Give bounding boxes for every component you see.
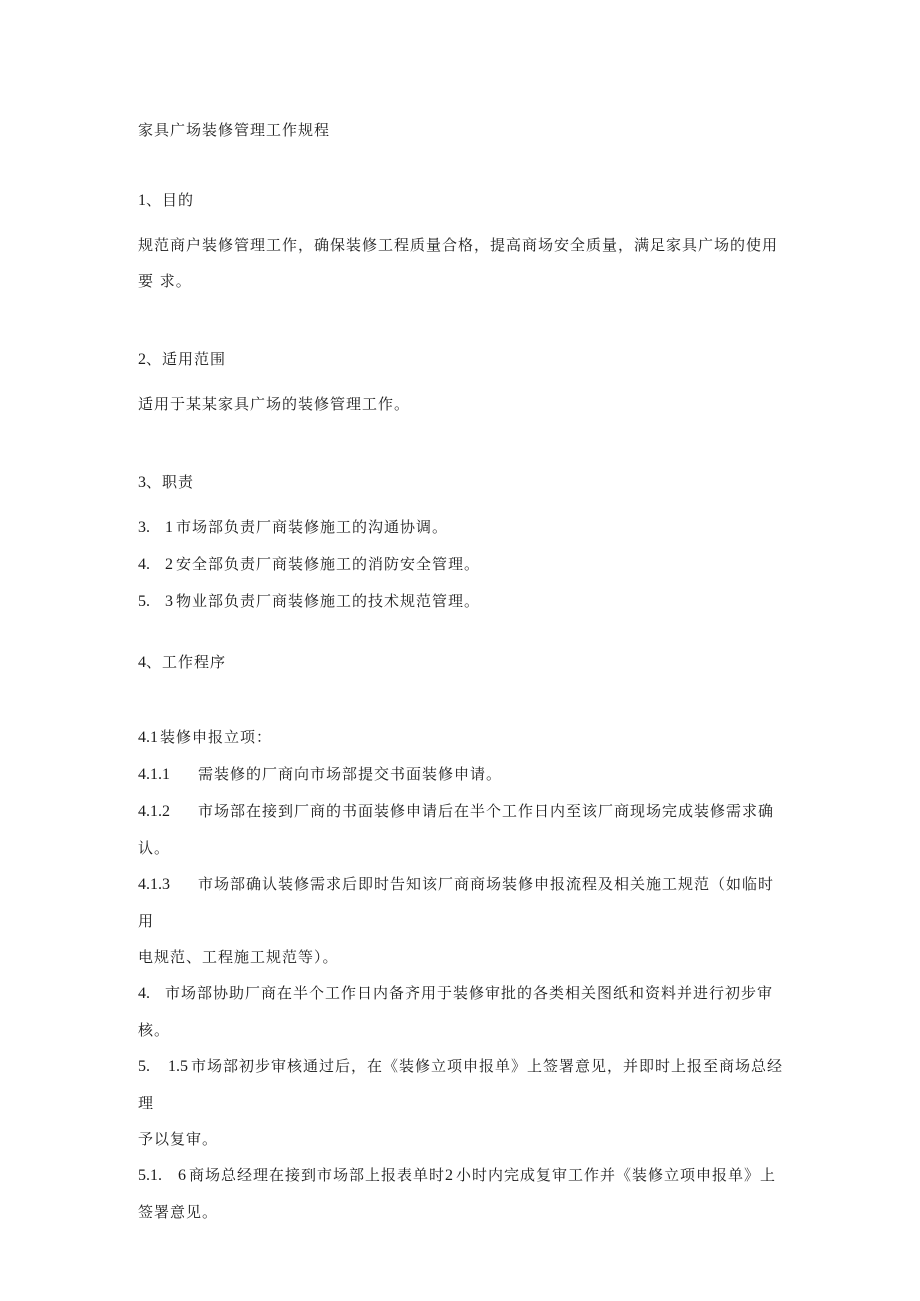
subsection-number: 4.1 <box>138 729 158 746</box>
item-text: 物业部负责厂商装修施工的技术规范管理。 <box>176 592 481 610</box>
item-text: 市场部负责厂商装修施工的沟通协调。 <box>176 518 449 536</box>
list-item <box>138 546 788 583</box>
item-number: 3. <box>138 519 150 536</box>
item-sub-number: 2 <box>165 556 173 573</box>
item-text: 商场总经理在接到市场部上报表单时 <box>189 1166 446 1184</box>
section-4-heading <box>138 650 788 675</box>
section-heading-text: 、职责 <box>146 473 195 491</box>
item-text-continued: 认。 <box>138 839 171 857</box>
item-text-continued: 签署意见。 <box>138 1203 219 1221</box>
section-1-body <box>138 227 788 299</box>
list-item <box>138 509 788 546</box>
item-text: 市场部初步审核通过后，在《装修立项申报单》上签署意见，并即时上报至商场总经理 <box>138 1057 784 1112</box>
item-number: 5. <box>138 1058 150 1075</box>
item-text: 市场部在接到厂商的书面装修申请后在半个工作日内至该厂商现场完成装修需求确 <box>198 802 775 820</box>
list-item <box>138 1048 788 1157</box>
section-number: 3 <box>138 474 146 491</box>
item-number: 4.1.1 <box>138 766 170 783</box>
section-heading-text: 、工作程序 <box>146 653 227 671</box>
section-2-heading <box>138 347 788 372</box>
document-body <box>138 118 788 1230</box>
section-heading-text: 、适用范围 <box>146 350 227 368</box>
section-3-heading <box>138 470 788 495</box>
body-line: 规范商户装修管理工作，确保装修工程质量合格，提高商场安全质量，满足家具广场的使用要 <box>138 236 779 290</box>
list-item <box>138 756 788 793</box>
item-number: 4. <box>138 556 150 573</box>
document-title: 家具广场装修管理工作规程 <box>138 121 331 139</box>
item-sub-number: 3 <box>165 593 173 610</box>
subsection-heading-text: 装修申报立项： <box>160 728 273 746</box>
list-item <box>138 866 788 975</box>
section-number: 2 <box>138 351 146 368</box>
list-item <box>138 583 788 620</box>
item-number: 4.1.2 <box>138 803 170 820</box>
item-text: 市场部协助厂商在半个工作日内备齐用于装修审批的各类相关图纸和资料并进行初步审 <box>165 984 774 1002</box>
item-text: 安全部负责厂商装修施工的消防安全管理。 <box>176 555 481 573</box>
section-1-heading <box>138 188 788 213</box>
item-sub-number: 1 <box>165 519 173 536</box>
item-text-continued: 电规范、工程施工规范等）。 <box>138 948 339 966</box>
list-item <box>138 975 788 1048</box>
section-number: 4 <box>138 654 146 671</box>
item-number: 5. <box>138 593 150 610</box>
item-sub-number: 1.5 <box>168 1058 188 1075</box>
list-item <box>138 793 788 866</box>
item-text-continued: 核。 <box>138 1021 171 1039</box>
list-item <box>138 1157 788 1230</box>
item-number: 4.1.3 <box>138 876 170 893</box>
item-sub-number: 6 <box>178 1167 186 1184</box>
body-line: 求。 <box>159 272 192 290</box>
item-number: 4. <box>138 985 150 1002</box>
section-number: 1 <box>138 192 146 209</box>
item-inline-number: 2 <box>445 1167 454 1184</box>
subsection-heading <box>138 719 788 756</box>
item-number: 5.1. <box>138 1167 162 1184</box>
item-text: 小时内完成复审工作并《装修立项申报单》上 <box>456 1166 777 1184</box>
item-text-continued: 予以复审。 <box>138 1130 219 1148</box>
item-text: 需装修的厂商向市场部提交书面装修申请。 <box>198 765 503 783</box>
section-2-body: 适用于某某家具广场的装修管理工作。 <box>138 395 411 413</box>
item-text: 市场部确认装修需求后即时告知该厂商商场装修申报流程及相关施工规范（如临时用 <box>138 875 775 930</box>
section-heading-text: 、目的 <box>146 191 195 209</box>
